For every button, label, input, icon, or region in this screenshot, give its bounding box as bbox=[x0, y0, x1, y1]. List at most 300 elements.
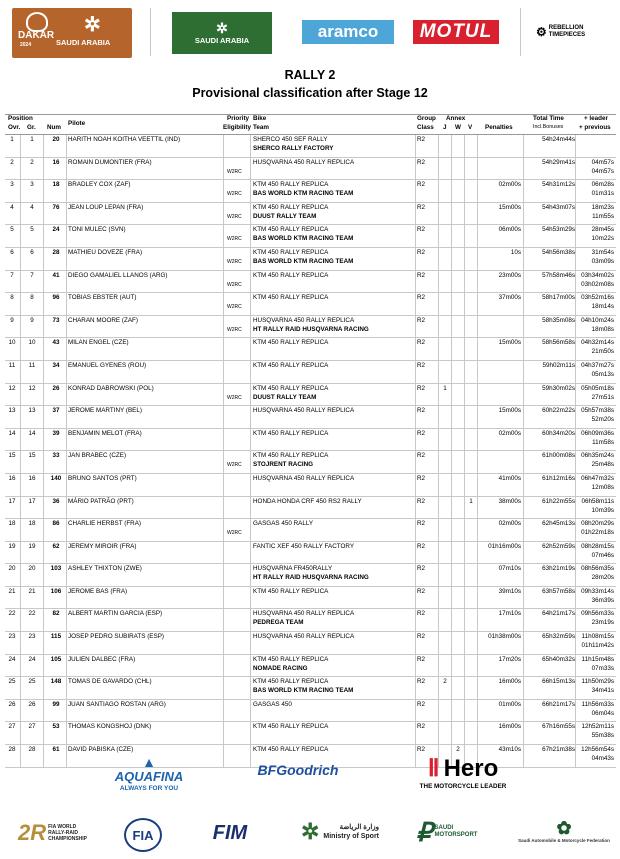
cell-plus-leader: 08h28m15s bbox=[581, 542, 614, 550]
column-rule bbox=[523, 429, 524, 451]
cell-bike: KTM 450 RALLY REPLICA bbox=[253, 271, 329, 279]
column-rule bbox=[20, 497, 21, 519]
cell-ovr: 1 bbox=[10, 136, 14, 143]
column-rule bbox=[66, 135, 67, 157]
cell-bike: KTM 450 RALLY REPLICA bbox=[253, 655, 329, 663]
column-rule bbox=[575, 677, 576, 699]
cell-team: PEDREGA TEAM bbox=[253, 619, 304, 627]
cell-pilote: BENJAMIN MELOT (FRA) bbox=[68, 429, 142, 437]
col-eligibility: Eligibility bbox=[223, 124, 251, 131]
cell-plus-leader: 03h52m16s bbox=[581, 294, 614, 302]
cell-gr: 2 bbox=[30, 158, 34, 166]
column-rule bbox=[464, 587, 465, 609]
column-rule bbox=[477, 451, 478, 473]
column-rule bbox=[464, 655, 465, 677]
header-logos bbox=[0, 0, 620, 64]
column-rule bbox=[43, 429, 44, 451]
column-rule bbox=[43, 135, 44, 157]
column-rule bbox=[464, 632, 465, 654]
cell-ovr: 21 bbox=[8, 587, 16, 595]
column-rule bbox=[43, 587, 44, 609]
cell-pilote: ASHLEY THIXTON (ZWE) bbox=[68, 565, 142, 573]
page-subtitle: Provisional classification after Stage 12 bbox=[192, 86, 428, 100]
cell-priority: W2RC bbox=[227, 530, 242, 537]
column-rule bbox=[451, 135, 452, 157]
ministry-of-sport-logo bbox=[292, 814, 388, 850]
column-rule bbox=[523, 632, 524, 654]
column-rule bbox=[575, 135, 576, 157]
column-rule bbox=[250, 677, 251, 699]
hero-row bbox=[428, 756, 499, 782]
column-rule bbox=[43, 203, 44, 225]
column-rule bbox=[523, 271, 524, 293]
column-rule bbox=[20, 429, 21, 451]
column-rule bbox=[575, 587, 576, 609]
cell-annex-j: 2 bbox=[443, 678, 447, 686]
column-rule bbox=[438, 384, 439, 406]
column-rule bbox=[451, 203, 452, 225]
cell-plus-leader: 09h33m14s bbox=[581, 587, 614, 595]
cell-pilote: MILAN ENGEL (CZE) bbox=[68, 339, 129, 347]
cell-priority: W2RC bbox=[227, 304, 242, 311]
saudi-motorsport-text: SAUDI MOTORSPORT bbox=[434, 825, 478, 838]
column-rule bbox=[464, 406, 465, 428]
column-rule bbox=[223, 271, 224, 293]
cell-plus-previous: 01h22m18s bbox=[581, 529, 614, 537]
column-rule bbox=[223, 180, 224, 202]
cell-ovr: 25 bbox=[8, 678, 16, 686]
column-rule bbox=[451, 225, 452, 247]
column-rule bbox=[415, 451, 416, 473]
column-rule bbox=[66, 406, 67, 428]
column-rule bbox=[523, 609, 524, 631]
column-rule bbox=[523, 225, 524, 247]
cell-class: R2 bbox=[417, 339, 426, 347]
cell-class: R2 bbox=[417, 248, 426, 256]
cell-bike: KTM 450 RALLY REPLICA bbox=[253, 587, 329, 595]
column-rule bbox=[250, 248, 251, 270]
table-row bbox=[5, 655, 616, 678]
column-rule bbox=[20, 519, 21, 541]
cell-pilote: ALBERT MARTIN GARCIA (ESP) bbox=[68, 610, 163, 618]
cell-total-time: 54h24m44s bbox=[542, 136, 575, 143]
column-rule bbox=[250, 451, 251, 473]
cell-annex-w: 2 bbox=[456, 746, 460, 754]
column-rule bbox=[43, 564, 44, 586]
cell-num: 105 bbox=[50, 655, 62, 663]
cell-plus-previous: 07m46s bbox=[591, 551, 614, 559]
cell-gr: 28 bbox=[28, 746, 36, 754]
cell-plus-leader: 06h47m32s bbox=[581, 474, 614, 482]
table-body bbox=[5, 135, 616, 768]
column-rule bbox=[223, 316, 224, 338]
cell-total-time: 67h21m38s bbox=[542, 746, 575, 754]
hero-name: Hero bbox=[443, 755, 499, 782]
ministry-english: Ministry of Sport bbox=[323, 833, 380, 840]
saudi-motorsport-logo bbox=[416, 814, 496, 850]
cell-plus-leader: 18m23s bbox=[591, 203, 614, 211]
column-rule bbox=[477, 135, 478, 157]
cell-penalties: 01h38m00s bbox=[488, 633, 521, 641]
cell-ovr: 15 bbox=[8, 452, 16, 460]
cell-gr: 8 bbox=[30, 294, 34, 302]
column-rule bbox=[464, 135, 465, 157]
column-rule bbox=[464, 316, 465, 338]
dakar-country: SAUDI ARABIA bbox=[56, 38, 111, 47]
cell-gr: 24 bbox=[28, 655, 36, 663]
cell-team: BAS WORLD KTM RACING TEAM bbox=[253, 687, 354, 695]
saudi-arabia-logo bbox=[172, 12, 272, 54]
cell-num: 28 bbox=[52, 248, 60, 256]
column-rule bbox=[438, 180, 439, 202]
column-rule bbox=[575, 429, 576, 451]
cell-plus-previous: 18m14s bbox=[591, 303, 614, 311]
column-rule bbox=[451, 609, 452, 631]
dakar-word: DAKAR bbox=[18, 30, 55, 41]
cell-plus-previous: 07m33s bbox=[591, 664, 614, 672]
table-row bbox=[5, 564, 616, 587]
column-rule bbox=[20, 384, 21, 406]
cell-penalties: 02m00s bbox=[498, 520, 521, 528]
column-rule bbox=[523, 745, 524, 767]
cell-num: 96 bbox=[52, 294, 60, 302]
cell-pilote: JULIEN DALBEC (FRA) bbox=[68, 655, 136, 663]
column-rule bbox=[43, 745, 44, 767]
cell-plus-leader: 08h20m29s bbox=[581, 520, 614, 528]
aquafina-tagline: ALWAYS FOR YOU bbox=[119, 785, 179, 792]
cell-ovr: 10 bbox=[8, 339, 16, 347]
w2rc-mark: 2R bbox=[18, 820, 47, 845]
col-penalties: Penalties bbox=[485, 124, 513, 131]
column-rule bbox=[575, 293, 576, 315]
column-rule bbox=[250, 203, 251, 225]
header-rule bbox=[5, 114, 616, 115]
cell-gr: 18 bbox=[28, 520, 36, 528]
cell-gr: 17 bbox=[28, 497, 36, 505]
column-rule bbox=[415, 248, 416, 270]
palm-icon: ✲ bbox=[84, 14, 101, 36]
column-rule bbox=[20, 338, 21, 360]
cell-class: R2 bbox=[417, 158, 426, 166]
column-rule bbox=[250, 700, 251, 722]
column-rule bbox=[523, 316, 524, 338]
cell-penalties: 06m00s bbox=[498, 226, 521, 234]
column-rule bbox=[464, 180, 465, 202]
column-rule bbox=[223, 135, 224, 157]
cell-gr: 26 bbox=[28, 700, 36, 708]
column-rule bbox=[523, 293, 524, 315]
cell-gr: 21 bbox=[28, 587, 36, 595]
cell-team: STOJRENT RACING bbox=[253, 461, 314, 469]
col-position: Position bbox=[8, 115, 33, 122]
column-rule bbox=[464, 338, 465, 360]
column-rule bbox=[250, 225, 251, 247]
cell-pilote: ROMAIN DUMONTIER (FRA) bbox=[68, 158, 152, 166]
cell-gr: 22 bbox=[28, 610, 36, 618]
cell-plus-previous: 01h11m42s bbox=[581, 642, 614, 650]
divider bbox=[150, 8, 151, 56]
column-rule bbox=[523, 677, 524, 699]
cell-team: BAS WORLD KTM RACING TEAM bbox=[253, 235, 354, 243]
column-rule bbox=[20, 722, 21, 744]
cell-pilote: CHARLIE HERBST (FRA) bbox=[68, 520, 142, 528]
cell-total-time: 54h56m38s bbox=[542, 248, 575, 256]
cell-total-time: 63h21m19s bbox=[542, 565, 575, 573]
column-rule bbox=[250, 429, 251, 451]
column-rule bbox=[250, 564, 251, 586]
column-rule bbox=[415, 338, 416, 360]
mountain-icon: ▲ bbox=[142, 754, 156, 770]
cell-gr: 3 bbox=[30, 181, 34, 189]
cell-class: R2 bbox=[417, 294, 426, 302]
saudi-motorsport-mark-icon: ₽ bbox=[416, 816, 433, 847]
column-rule bbox=[438, 655, 439, 677]
cell-pilote: JEROME BAS (FRA) bbox=[68, 587, 128, 595]
cell-ovr: 20 bbox=[8, 565, 16, 573]
dakar-touareg-icon bbox=[26, 12, 48, 32]
column-rule bbox=[20, 361, 21, 383]
cell-penalties: 02m00s bbox=[498, 429, 521, 437]
cell-priority: W2RC bbox=[227, 168, 242, 175]
column-rule bbox=[415, 632, 416, 654]
column-rule bbox=[250, 135, 251, 157]
column-rule bbox=[66, 609, 67, 631]
column-rule bbox=[223, 655, 224, 677]
cell-gr: 25 bbox=[28, 678, 36, 686]
cell-plus-previous: 55m38s bbox=[591, 732, 614, 740]
col-team: Team bbox=[253, 124, 269, 131]
page-title: RALLY 2 bbox=[284, 68, 336, 82]
column-rule bbox=[438, 158, 439, 180]
column-rule bbox=[43, 158, 44, 180]
cell-priority: W2RC bbox=[227, 281, 242, 288]
column-rule bbox=[523, 338, 524, 360]
cell-ovr: 26 bbox=[8, 700, 16, 708]
column-rule bbox=[415, 429, 416, 451]
column-rule bbox=[477, 316, 478, 338]
w2rc-logo bbox=[18, 818, 92, 848]
column-rule bbox=[20, 700, 21, 722]
column-rule bbox=[438, 271, 439, 293]
cell-penalties: 15m00s bbox=[498, 339, 521, 347]
column-rule bbox=[451, 700, 452, 722]
cell-bike: HUSQVARNA 450 RALLY REPLICA bbox=[253, 407, 355, 415]
column-rule bbox=[464, 361, 465, 383]
aramco-logo: aramco bbox=[302, 20, 394, 44]
cell-plus-previous: 04m43s bbox=[591, 755, 614, 763]
cell-plus-previous: 34m41s bbox=[591, 687, 614, 695]
cell-plus-leader: 03h34m02s bbox=[581, 271, 614, 279]
column-rule bbox=[43, 180, 44, 202]
table-row bbox=[5, 542, 616, 565]
table-row bbox=[5, 338, 616, 361]
cell-bike: HUSQVARNA 450 RALLY REPLICA bbox=[253, 474, 355, 482]
column-rule bbox=[523, 361, 524, 383]
cell-gr: 16 bbox=[28, 474, 36, 482]
cell-num: 37 bbox=[52, 407, 60, 415]
cell-plus-previous: 11m55s bbox=[592, 212, 614, 220]
cell-bike: KTM 450 RALLY REPLICA bbox=[253, 294, 329, 302]
column-rule bbox=[20, 564, 21, 586]
column-rule bbox=[43, 542, 44, 564]
column-rule bbox=[438, 293, 439, 315]
column-rule bbox=[43, 338, 44, 360]
column-rule bbox=[523, 158, 524, 180]
column-rule bbox=[66, 180, 67, 202]
column-rule bbox=[464, 293, 465, 315]
column-rule bbox=[43, 519, 44, 541]
cell-plus-leader: 31m54s bbox=[591, 248, 614, 256]
column-rule bbox=[575, 632, 576, 654]
column-rule bbox=[20, 451, 21, 473]
column-rule bbox=[464, 564, 465, 586]
cell-bike: HUSQVARNA 450 RALLY REPLICA bbox=[253, 158, 355, 166]
aquafina-logo bbox=[108, 750, 190, 798]
column-rule bbox=[464, 158, 465, 180]
column-rule bbox=[20, 316, 21, 338]
column-rule bbox=[575, 745, 576, 767]
column-rule bbox=[438, 542, 439, 564]
cell-class: R2 bbox=[417, 633, 426, 641]
cell-num: 148 bbox=[50, 678, 62, 686]
column-rule bbox=[43, 722, 44, 744]
cell-total-time: 65h40m32s bbox=[542, 655, 575, 663]
hero-mark-icon: Ⅱ bbox=[427, 755, 440, 782]
cell-total-time: 62h45m13s bbox=[542, 520, 575, 528]
table-row bbox=[5, 700, 616, 723]
cell-bike: HUSQVARNA FR450RALLY bbox=[253, 565, 333, 573]
column-rule bbox=[223, 225, 224, 247]
column-rule bbox=[438, 406, 439, 428]
cell-num: 106 bbox=[50, 587, 62, 595]
column-rule bbox=[20, 406, 21, 428]
cell-plus-previous: 21m50s bbox=[591, 348, 614, 356]
column-rule bbox=[223, 609, 224, 631]
cell-gr: 4 bbox=[30, 203, 34, 211]
column-rule bbox=[464, 519, 465, 541]
cell-plus-leader: 12h56m54s bbox=[581, 746, 614, 754]
cell-num: 82 bbox=[52, 610, 60, 618]
palm-swords-icon: ✲ bbox=[300, 819, 320, 844]
column-rule bbox=[451, 497, 452, 519]
column-rule bbox=[575, 203, 576, 225]
cell-ovr: 5 bbox=[10, 226, 14, 234]
col-annex: Annex bbox=[446, 115, 466, 122]
column-rule bbox=[438, 338, 439, 360]
cell-pilote: BRUNO SANTOS (PRT) bbox=[68, 474, 137, 482]
column-rule bbox=[223, 542, 224, 564]
cell-annex-v: 1 bbox=[469, 497, 473, 505]
table-row bbox=[5, 722, 616, 745]
column-rule bbox=[523, 700, 524, 722]
cell-ovr: 19 bbox=[8, 542, 16, 550]
cell-class: R2 bbox=[417, 497, 426, 505]
cell-plus-previous: 03h02m08s bbox=[581, 280, 614, 288]
column-rule bbox=[20, 225, 21, 247]
cell-gr: 27 bbox=[28, 723, 36, 731]
table-row bbox=[5, 158, 616, 181]
column-rule bbox=[451, 384, 452, 406]
cell-num: 18 bbox=[52, 181, 60, 189]
column-rule bbox=[477, 361, 478, 383]
cell-num: 16 bbox=[52, 158, 60, 166]
col-plus-previous: + previous bbox=[579, 124, 611, 131]
table-row bbox=[5, 429, 616, 452]
column-rule bbox=[415, 293, 416, 315]
column-rule bbox=[20, 248, 21, 270]
column-rule bbox=[43, 316, 44, 338]
cell-plus-previous: 52m20s bbox=[591, 416, 614, 424]
column-rule bbox=[250, 609, 251, 631]
cell-pilote: TOBIAS EBSTER (AUT) bbox=[68, 294, 137, 302]
column-rule bbox=[451, 655, 452, 677]
column-rule bbox=[438, 429, 439, 451]
column-rule bbox=[575, 655, 576, 677]
column-rule bbox=[43, 406, 44, 428]
column-rule bbox=[20, 587, 21, 609]
cell-num: 26 bbox=[52, 384, 60, 392]
cell-total-time: 66h15m13s bbox=[542, 678, 575, 686]
cell-penalties: 23m00s bbox=[498, 271, 521, 279]
cell-plus-previous: 11m58s bbox=[592, 438, 614, 446]
cell-total-time: 58h35m08s bbox=[542, 316, 575, 324]
cell-bike: KTM 450 RALLY REPLICA bbox=[253, 678, 329, 686]
column-rule bbox=[575, 180, 576, 202]
classification-table bbox=[5, 114, 616, 768]
column-rule bbox=[464, 609, 465, 631]
column-rule bbox=[66, 429, 67, 451]
cell-num: 36 bbox=[52, 497, 60, 505]
column-rule bbox=[250, 316, 251, 338]
column-rule bbox=[66, 564, 67, 586]
table-row bbox=[5, 293, 616, 316]
divider bbox=[520, 8, 521, 56]
cell-penalties: 01h16m00s bbox=[488, 542, 521, 550]
cell-total-time: 58h56m58s bbox=[542, 339, 575, 347]
cell-pilote: JEAN LOUP LEPAN (FRA) bbox=[68, 203, 144, 211]
rebellion-text: REBELLION TIMEPIECES bbox=[548, 25, 586, 38]
column-rule bbox=[438, 316, 439, 338]
hero-tagline: THE MOTORCYCLE LEADER bbox=[419, 783, 507, 790]
cell-plus-leader: 08h56m35s bbox=[581, 565, 614, 573]
column-rule bbox=[451, 293, 452, 315]
cell-ovr: 12 bbox=[8, 384, 16, 392]
cell-pilote: MÁRIO PATRÃO (PRT) bbox=[68, 497, 134, 505]
col-priority: Priority bbox=[227, 115, 250, 122]
column-rule bbox=[66, 248, 67, 270]
rebellion-logo bbox=[536, 22, 612, 42]
cell-plus-leader: 28m45s bbox=[591, 226, 614, 234]
cell-bike: KTM 450 RALLY REPLICA bbox=[253, 203, 329, 211]
cell-plus-previous: 28m20s bbox=[591, 574, 614, 582]
column-rule bbox=[575, 564, 576, 586]
col-ovr: Ovr. bbox=[8, 124, 21, 131]
column-rule bbox=[66, 632, 67, 654]
cell-pilote: JUAN SANTIAGO ROSTAN (ARG) bbox=[68, 700, 166, 708]
cell-ovr: 3 bbox=[10, 181, 14, 189]
column-rule bbox=[250, 497, 251, 519]
cell-plus-leader: 11h15m48s bbox=[581, 655, 614, 663]
cell-total-time: 66h21m17s bbox=[542, 700, 575, 708]
cell-plus-leader: 12h52m11s bbox=[581, 723, 614, 731]
column-rule bbox=[20, 609, 21, 631]
cell-team: BAS WORLD KTM RACING TEAM bbox=[253, 257, 354, 265]
cell-ovr: 9 bbox=[10, 316, 14, 324]
cell-penalties: 15m00s bbox=[498, 407, 521, 415]
column-rule bbox=[451, 361, 452, 383]
column-rule bbox=[66, 451, 67, 473]
cell-pilote: JOSEP PEDRO SUBIRATS (ESP) bbox=[68, 633, 164, 641]
